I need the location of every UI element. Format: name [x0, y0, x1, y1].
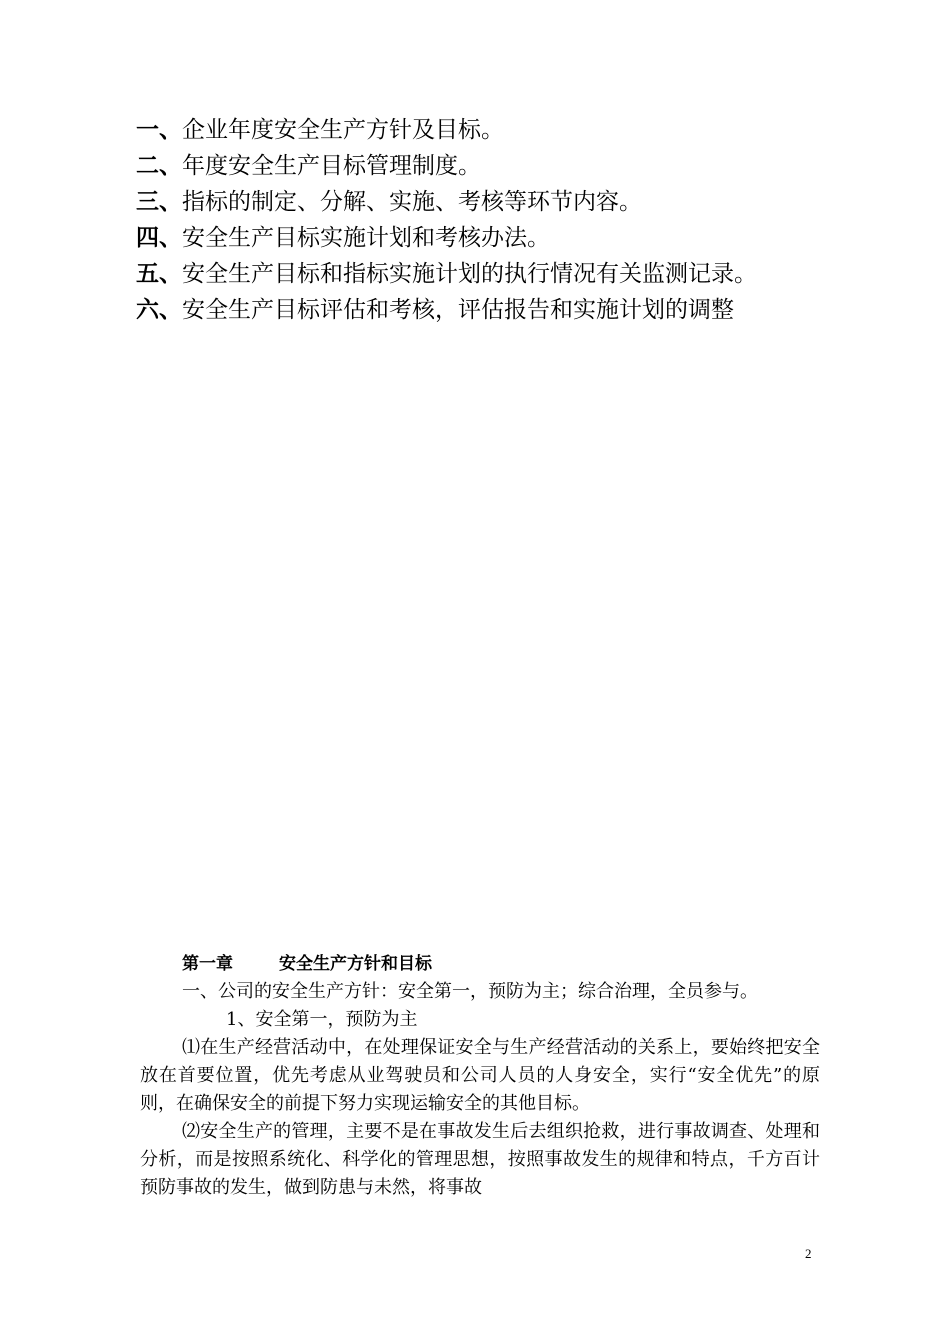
toc-text: 安全生产目标评估和考核，评估报告和实施计划的调整: [182, 297, 734, 323]
chapter-title: 安全生产方针和目标: [279, 954, 432, 974]
toc-item-3: [136, 184, 836, 220]
body-paragraph-2: ⑵安全生产的管理，主要不是在事故发生后去组织抢救，进行事故调查、处理和分析，而是按照系统化、科学化的管理思想，按照事故发生的规律和特点，千方百计预防事故的发生，做到防患与未然，将事故: [140, 1121, 820, 1198]
toc-text: 指标的制定、分解、实施、考核等环节内容。: [182, 189, 642, 215]
toc-number: 一、: [136, 117, 182, 143]
table-of-contents: [136, 112, 836, 328]
toc-text: 安全生产目标和指标实施计划的执行情况有关监测记录。: [182, 261, 757, 287]
body-paragraph-1: ⑴在生产经营活动中，在处理保证安全与生产经营活动的关系上，要始终把安全放在首要位置，优先考虑从业驾驶员和公司人员的人身安全，实行“安全优先”的原则，在确保安全的前提下努力实现运输安全的其他目标。: [140, 1037, 820, 1114]
toc-text: 安全生产目标实施计划和考核办法。: [182, 225, 550, 251]
policy-paragraph: 一、公司的安全生产方针：安全第一，预防为主；综合治理，全员参与。: [182, 981, 758, 1002]
toc-number: 四、: [136, 225, 182, 251]
toc-item-6: [136, 292, 836, 328]
toc-number: 三、: [136, 189, 182, 215]
toc-item-4: [136, 220, 836, 256]
toc-item-5: [136, 256, 836, 292]
chapter-section: [140, 950, 820, 1202]
chapter-heading: [140, 950, 820, 978]
toc-item-2: [136, 148, 836, 184]
page-number: 2: [805, 1246, 812, 1261]
sub-heading: 1、安全第一，预防为主: [226, 1009, 418, 1030]
toc-number: 五、: [136, 261, 182, 287]
toc-text: 年度安全生产目标管理制度。: [182, 153, 481, 179]
toc-item-1: [136, 112, 836, 148]
toc-text: 企业年度安全生产方针及目标。: [182, 117, 504, 143]
toc-number: 二、: [136, 153, 182, 179]
toc-number: 六、: [136, 297, 182, 323]
chapter-label: 第一章: [182, 954, 233, 974]
